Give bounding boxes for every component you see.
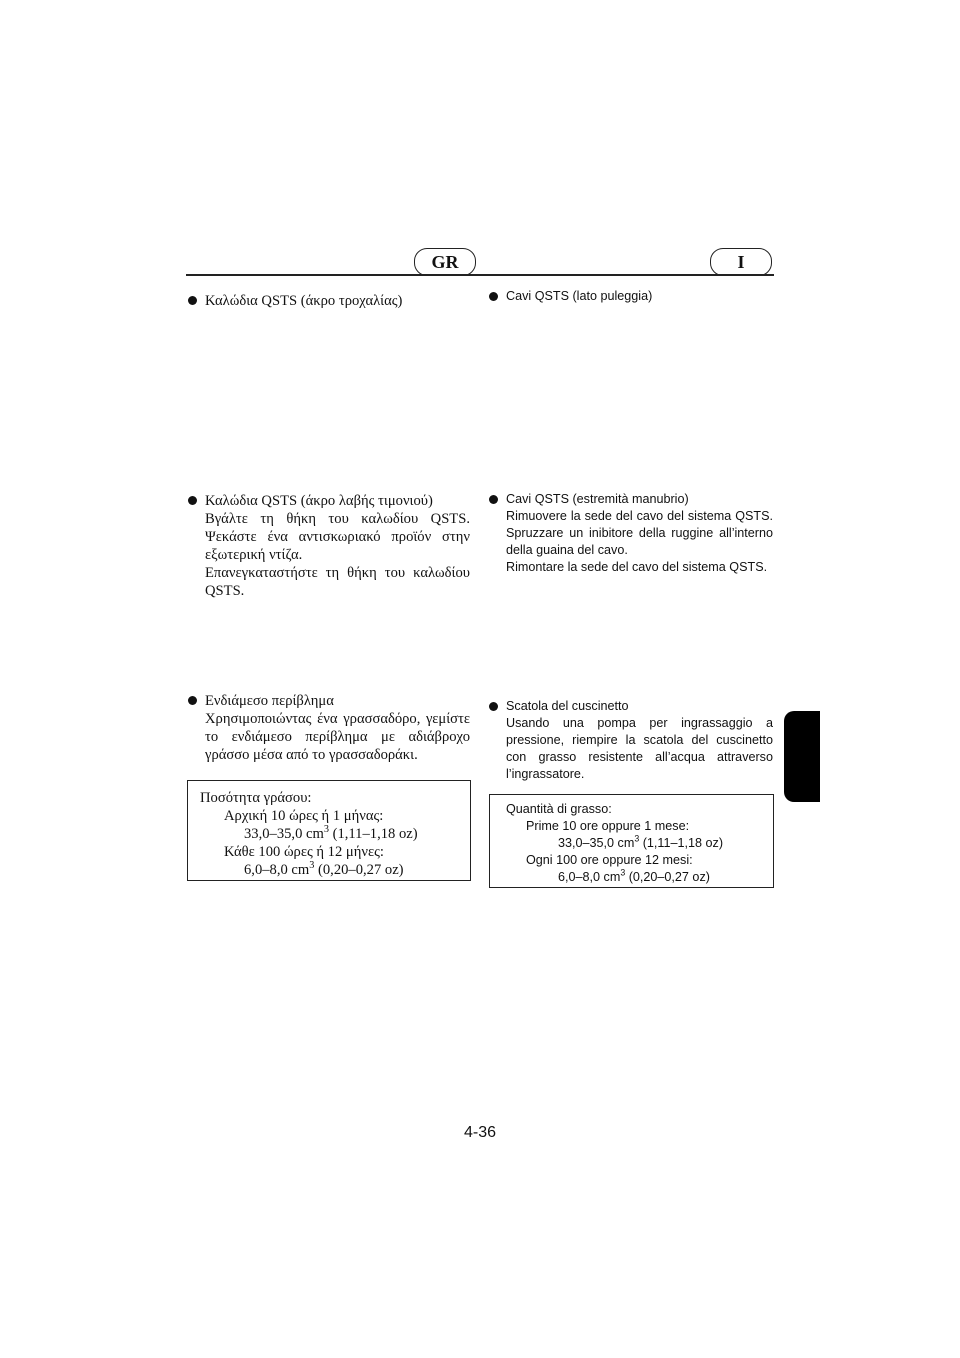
section-title: Scatola del cuscinetto: [506, 699, 629, 713]
language-badge-italian: I: [710, 248, 772, 276]
bullet-icon: [489, 495, 498, 504]
superscript: 3: [620, 867, 626, 878]
section-body: Χρησιμοποιώντας ένα γρασσαδόρο, γεμίστε το ενδιάμεσο περίβλημα με αδιάβροχο γράσσο μέσα από το γρασσαδοράκι.: [205, 711, 470, 763]
box-first-value-line: [490, 835, 773, 852]
box-every-value-line: [188, 861, 470, 879]
header-rule: [186, 274, 774, 276]
superscript: 3: [323, 823, 329, 835]
box-every-label: Κάθε 100 ώρες ή 12 μήνες:: [224, 844, 384, 860]
section-body-2: Επανεγκαταστήστε τη θήκη του καλωδίου QSTS.: [205, 565, 470, 599]
italian-section-handlebar-end: [489, 491, 773, 576]
box-title: Ποσότητα γράσου:: [200, 790, 312, 806]
language-badge-greek: GR: [414, 248, 476, 276]
box-every-oz: (0,20–0,27 oz): [314, 862, 404, 878]
bullet-icon: [188, 296, 197, 305]
greek-grease-quantity-box: [187, 780, 471, 881]
superscript: 3: [634, 833, 640, 844]
italian-grease-quantity-box: [489, 794, 774, 888]
greek-section-intermediate-housing: [188, 692, 470, 764]
box-every-value-line: [490, 869, 773, 886]
box-first-label: Αρχική 10 ώρες ή 1 μήνας:: [224, 808, 384, 824]
superscript: 3: [309, 859, 315, 871]
box-every-oz: (0,20–0,27 oz): [625, 870, 710, 884]
box-first-oz: (1,11–1,18 oz): [639, 836, 724, 850]
box-first-value: 33,0–35,0 cm: [558, 836, 635, 850]
box-title: Quantità di grasso:: [506, 802, 612, 816]
bullet-icon: [188, 696, 197, 705]
box-first-label: Prime 10 ore oppure 1 mese:: [526, 819, 690, 833]
section-body: Βγάλτε τη θήκη του καλωδίου QSTS. Ψεκάστε ένα αντισκωριακό προϊόν στην εξωτερική ντίζα.: [205, 511, 470, 563]
section-title: Ενδιάμεσο περίβλημα: [205, 693, 334, 709]
box-first-oz: (1,11–1,18 oz): [328, 826, 418, 842]
italian-section-pulley-end: [489, 288, 773, 305]
section-body-2: Rimontare la sede del cavo del sistema QSTS.: [506, 560, 768, 574]
section-title: Καλώδια QSTS (άκρο τροχαλίας): [205, 293, 403, 309]
box-every-label: Ogni 100 ore oppure 12 mesi:: [526, 853, 693, 867]
page-number: 4-36: [463, 1124, 497, 1141]
section-title: Καλώδια QSTS (άκρο λαβής τιμονιού): [205, 493, 433, 509]
section-body: Usando una pompa per ingrassaggio a pressione, riempire la scatola del cuscinetto con grasso resistente all’acqua attraverso l’ingrassatore.: [506, 716, 773, 781]
box-every-value: 6,0–8,0 cm: [558, 870, 621, 884]
box-first-value-line: [188, 825, 470, 843]
box-first-value: 33,0–35,0 cm: [244, 826, 324, 842]
chapter-thumb-tab: [784, 711, 820, 802]
section-body: Rimuovere la sede del cavo del sistema QSTS. Spruzzare un inibitore della ruggine all’interno della guaina del cavo.: [506, 509, 773, 557]
italian-section-bearing-housing: [489, 698, 773, 783]
bullet-icon: [188, 496, 197, 505]
section-title: Cavi QSTS (lato puleggia): [506, 289, 653, 303]
bullet-icon: [489, 292, 498, 301]
section-title: Cavi QSTS (estremità manubrio): [506, 492, 689, 506]
bullet-icon: [489, 702, 498, 711]
greek-section-pulley-end: [188, 292, 470, 310]
box-every-value: 6,0–8,0 cm: [244, 862, 310, 878]
greek-section-handlebar-end: [188, 492, 470, 600]
